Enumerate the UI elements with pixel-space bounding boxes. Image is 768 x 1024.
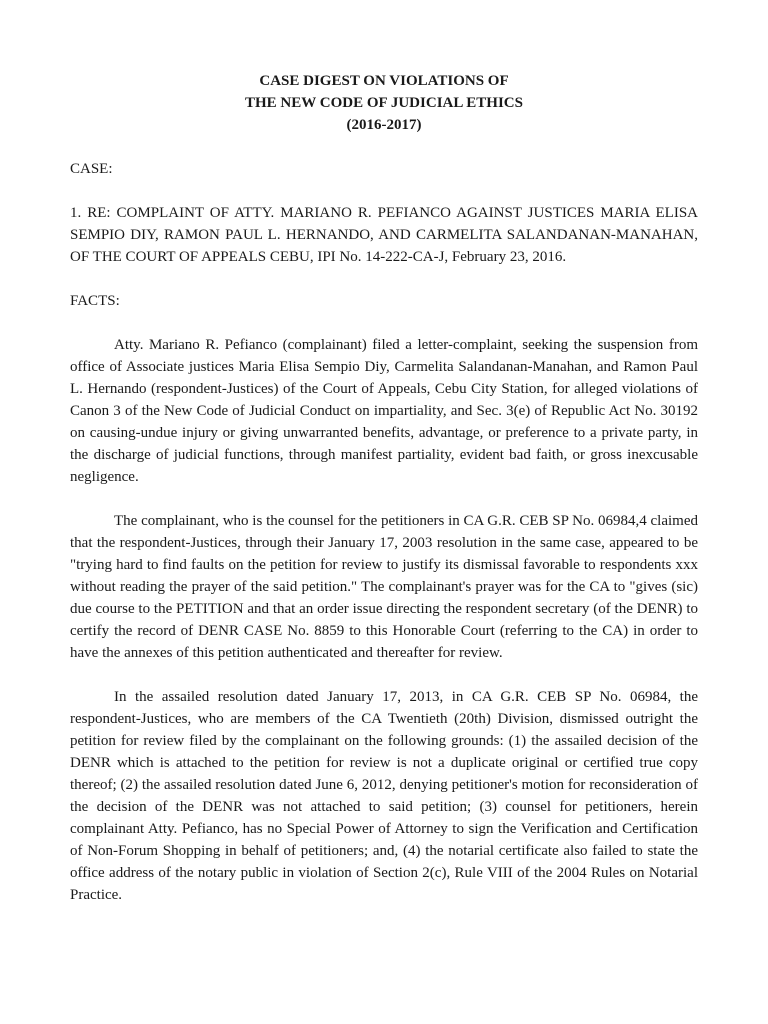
facts-paragraph-1: Atty. Mariano R. Pefianco (complainant) filed a letter-complaint, seeking the suspension from office of Associate justices Maria Elisa Sempio Diy, Carmelita Salandanan-Manahan, and Ramon Paul L. Hernando (respondent-Justices) of the Court of Appeals, Cebu City Station, for alleged violations of Canon 3 of the New Code of Judicial Conduct on impartiality, and Sec. 3(e) of Republic Act No. 30192 on causing-undue injury or giving unwarranted benefits, advantage, or preference to a private party, in the discharge of judicial functions, through manifest partiality, evident bad faith, or gross inexcusable negligence.	[70, 337, 698, 485]
title-line-3: (2016-2017)	[346, 117, 422, 133]
document-page	[70, 70, 698, 906]
facts-paragraph-3: In the assailed resolution dated January 17, 2013, in CA G.R. CEB SP No. 06984, the respondent-Justices, who are members of the CA Twentieth (20th) Division, dismissed outright the petition for review filed by the complainant on the following grounds: (1) the assailed decision of the DENR which is attached to the petition for review is not a duplicate original or certified true copy thereof; (2) the assailed resolution dated June 6, 2012, denying petitioner's motion for reconsideration of the decision of the DENR was not attached to said petition; (3) counsel for petitioners, herein complainant Atty. Pefianco, has no Special Power of Attorney to sign the Verification and Certification of Non-Forum Shopping in behalf of petitioners; and, (4) the notarial certificate also failed to state the office address of the notary public in violation of Section 2(c), Rule VIII of the 2004 Rules on Notarial Practice.	[70, 689, 698, 903]
facts-label: FACTS:	[70, 293, 120, 309]
case-label: CASE:	[70, 161, 113, 177]
title-line-1: CASE DIGEST ON VIOLATIONS OF	[259, 73, 509, 89]
case-title: 1. RE: COMPLAINT OF ATTY. MARIANO R. PEFIANCO AGAINST JUSTICES MARIA ELISA SEMPIO DIY, RAMON PAUL L. HERNANDO, AND CARMELITA SALANDANAN-MANAHAN, OF THE COURT OF APPEALS CEBU, IPI No. 14-222-CA-J, February 23, 2016.	[70, 205, 698, 265]
facts-paragraph-2: The complainant, who is the counsel for the petitioners in CA G.R. CEB SP No. 06984,4 claimed that the respondent-Justices, through their January 17, 2003 resolution in the same case, appeared to be "trying hard to find faults on the petition for review to justify its dismissal favorable to respondents xxx without reading the prayer of the said petition." The complainant's prayer was for the CA to "gives (sic) due course to the PETITION and that an order issue directing the respondent secretary (of the DENR) to certify the record of DENR CASE No. 8859 to this Honorable Court (referring to the CA) in order to have the annexes of this petition authenticated and thereafter for review.	[70, 513, 698, 661]
title-line-2: THE NEW CODE OF JUDICIAL ETHICS	[245, 95, 523, 111]
